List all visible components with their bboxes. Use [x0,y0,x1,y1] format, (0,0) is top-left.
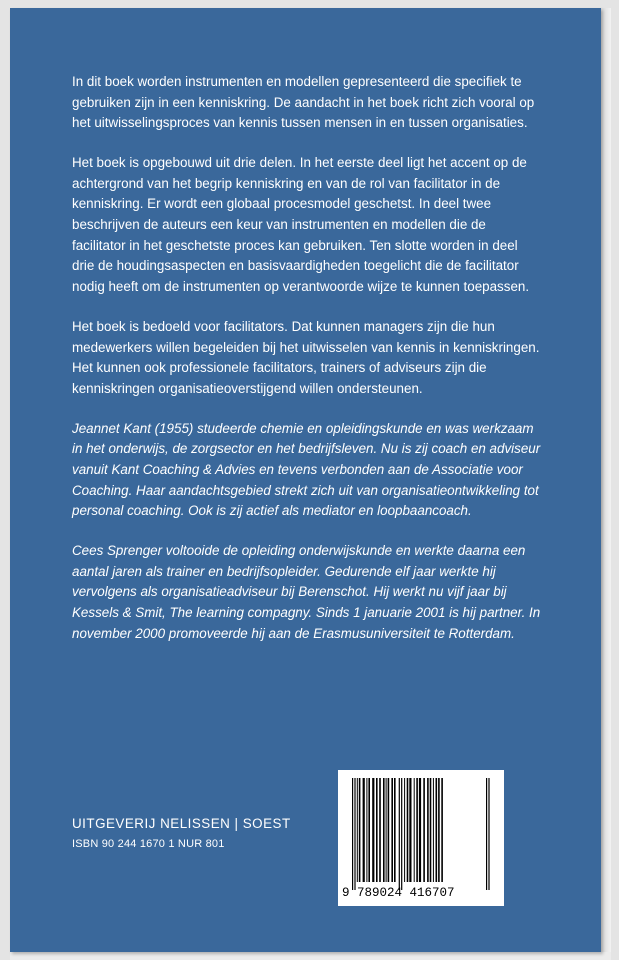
barcode-bar [376,778,378,882]
barcode-bar [436,778,438,882]
barcode-bar [438,778,440,882]
book-page-edge [601,8,611,952]
barcode-bar [427,778,429,882]
barcode-bar [423,778,425,882]
barcode-bar [394,778,396,882]
barcode-bar [407,778,409,882]
barcode-bar [368,778,370,882]
barcode-bar [441,778,443,882]
barcode-bar [419,778,421,882]
blurb-text [72,72,542,664]
isbn-line: ISBN 90 244 1670 1 NUR 801 [72,838,225,850]
book-bottom-edge [10,952,611,960]
structure-paragraph: Het boek is opgebouwd uit drie delen. In het eerste deel ligt het accent op de achtergrond van het begrip kenniskring en van de rol van facilitator in de kenniskring. Er wordt een globaal procesmodel geschetst. In deel twee beschrijven de auteurs een keur van instrumenten en modellen die de facilitator in het geschetste proces kan gebruiken. Ten slotte worden in deel drie de houdingsaspecten en basisvaardigheden toegelicht die de facilitator nodig heeft om de instrumenten op verantwoorde wijze te kunnen toepassen. [72,155,530,294]
barcode-bar [433,778,434,882]
barcode-bar [391,778,393,882]
barcode-bar [383,778,385,882]
barcode-bar [359,778,361,882]
barcode-bar [488,778,489,890]
intro-paragraph: In dit boek worden instrumenten en modellen gepresenteerd die specifiek te gebruiken zijn in een kenniskring. De aandacht in het boek richt zich vooral op het uitwisselingsproces van kennis tussen mensen in en tussen organisaties. [72,74,535,131]
barcode-bar [399,778,400,890]
barcode-bar [416,778,418,882]
barcode-bar [401,778,402,890]
barcode-bar [366,778,367,882]
publisher-name: UITGEVERIJ NELISSEN | SOEST [72,816,291,831]
barcode-bar [379,778,381,882]
barcode-bar [409,778,411,882]
barcode-bar [386,778,387,882]
barcode-bar [430,778,432,882]
barcode-bar [414,778,415,882]
barcode-bar [363,778,365,882]
author-bio-kant: Jeannet Kant (1955) studeerde chemie en opleidingskunde en was werkzaam in het onderwijs, de zorgsector en het bedrijfsleven. Nu is zij coach en adviseur vanuit Kant Coaching & Advies en tevens verbonden aan de Associatie voor Coaching. Haar aandachtsgebied strekt zich uit van organisatieontwikkeling tot personal coaching. Ook is zij actief als mediator en loopbaancoach. [72,420,541,519]
author-bio-sprenger: Cees Sprenger voltooide de opleiding onderwijskunde en werkte daarna een aantal jaren als trainer en bedrijfsopleider. Gedurende elf jaar werkte hij vervolgens als organisatieadviseur bij Berenschot. Hij werkt nu vijf jaar bij Kessels & Smit, The learning compagny. Sinds 1 januarie 2001 is hij partner. In november 2000 promoveerde hij aan de Erasmusuniversiteit te Rotterdam. [72,543,541,641]
barcode-digits: 9 789024 416707 [342,886,455,900]
barcode-bar [388,778,390,882]
barcode [338,770,504,906]
barcode-bar [357,778,358,882]
barcode-bar [486,778,487,890]
barcode-bar [352,778,353,890]
audience-paragraph: Het boek is bedoeld voor facilitators. Dat kunnen managers zijn die hun medewerkers willen begeleiden bij het uitwisselen van kennis in kenniskringen. Het kunnen ook professionele facilitators, trainers of adviseurs zijn die kenniskringen organisatieoverstijgend willen ondersteunen. [72,318,540,396]
barcode-bar [404,778,405,882]
barcode-bar [354,778,355,890]
barcode-bar [372,778,374,882]
